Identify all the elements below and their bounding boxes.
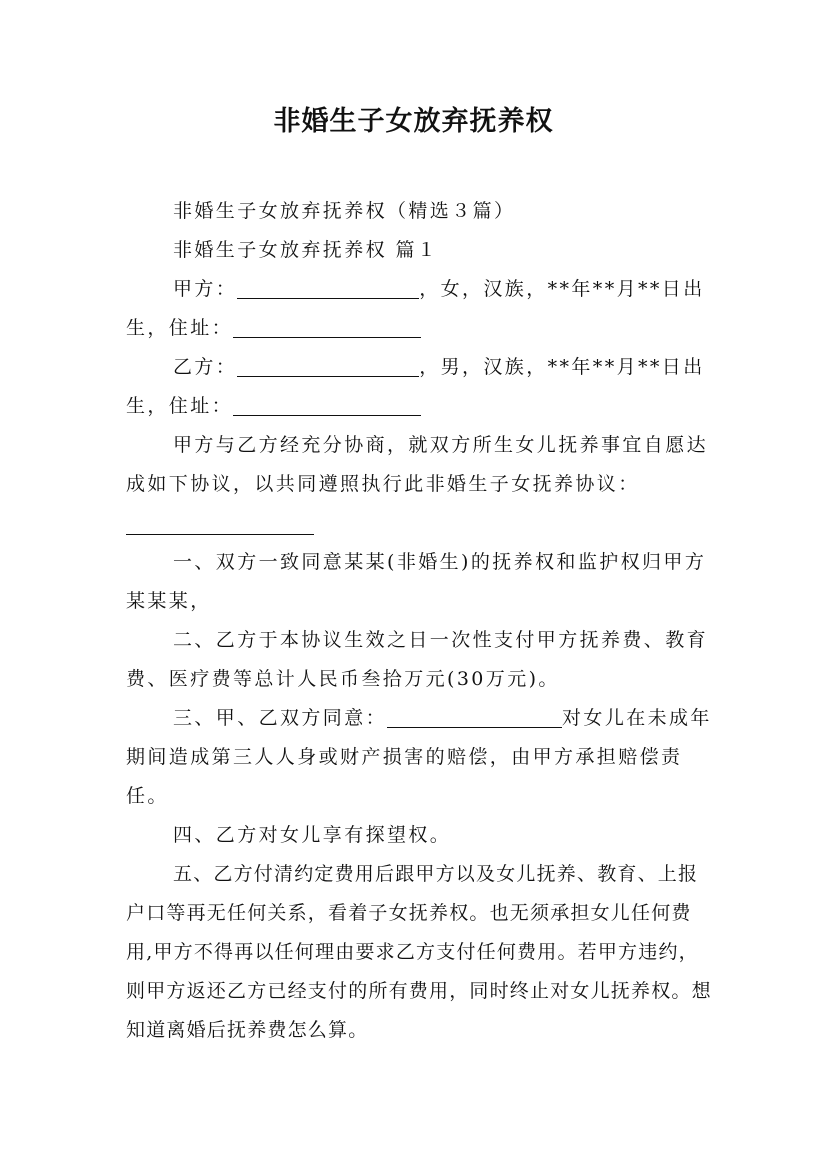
party-b-details: ，男，汉族，**年**月**日出生，住址： — [126, 356, 705, 417]
section-heading: 非婚生子女放弃抚养权 篇１ — [173, 239, 439, 261]
party-a-address-blank — [233, 315, 421, 338]
document-title: 非婚生子女放弃抚养权 — [273, 106, 554, 137]
clause-3-suffix: 对女儿在未成年期间造成第三人人身或财产损害的赔偿，由甲方承担赔偿责任。 — [126, 707, 712, 807]
clause-3-blank — [387, 705, 562, 728]
party-a-details: ，女，汉族，**年**月**日出生，住址： — [126, 278, 705, 339]
party-b-label: 乙方： — [173, 356, 238, 378]
document-subtitle: 非婚生子女放弃抚养权（精选３篇） — [173, 200, 516, 222]
clause-1: 一、双方一致同意某某(非婚生)的抚养权和监护权归甲方某某某， — [126, 551, 707, 612]
agreement-blank-line — [126, 504, 314, 535]
party-a-paragraph — [126, 270, 716, 348]
party-a-name-blank — [237, 276, 419, 299]
party-b-address-blank — [233, 393, 421, 416]
clause-3 — [126, 699, 716, 816]
intro-paragraph: 甲方与乙方经充分协商，就双方所生女儿抚养事宜自愿达成如下协议，以共同遵照执行此非婚生子女抚养协议： — [126, 434, 709, 495]
party-b-paragraph — [126, 348, 716, 426]
document-body — [126, 192, 716, 1050]
clause-2: 二、乙方于本协议生效之日一次性支付甲方抚养费、教育费、医疗费等总计人民币叁拾万元(30万元)。 — [126, 629, 709, 690]
party-b-name-blank — [237, 354, 419, 377]
clause-4: 四、乙方对女儿享有探望权。 — [173, 824, 452, 846]
party-a-label: 甲方： — [173, 278, 238, 300]
clause-5: 五、乙方付清约定费用后跟甲方以及女儿抚养、教育、上报户口等再无任何关系，看着子女抚养权。也无须承担女儿任何费用,甲方不得再以任何理由要求乙方支付任何费用。若甲方违约，则甲方返还乙方已经支付的所有费用，同时终止对女儿抚养权。想知道离婚后抚养费怎么算。 — [126, 863, 712, 1041]
clause-3-prefix: 三、甲、乙双方同意： — [173, 707, 388, 729]
